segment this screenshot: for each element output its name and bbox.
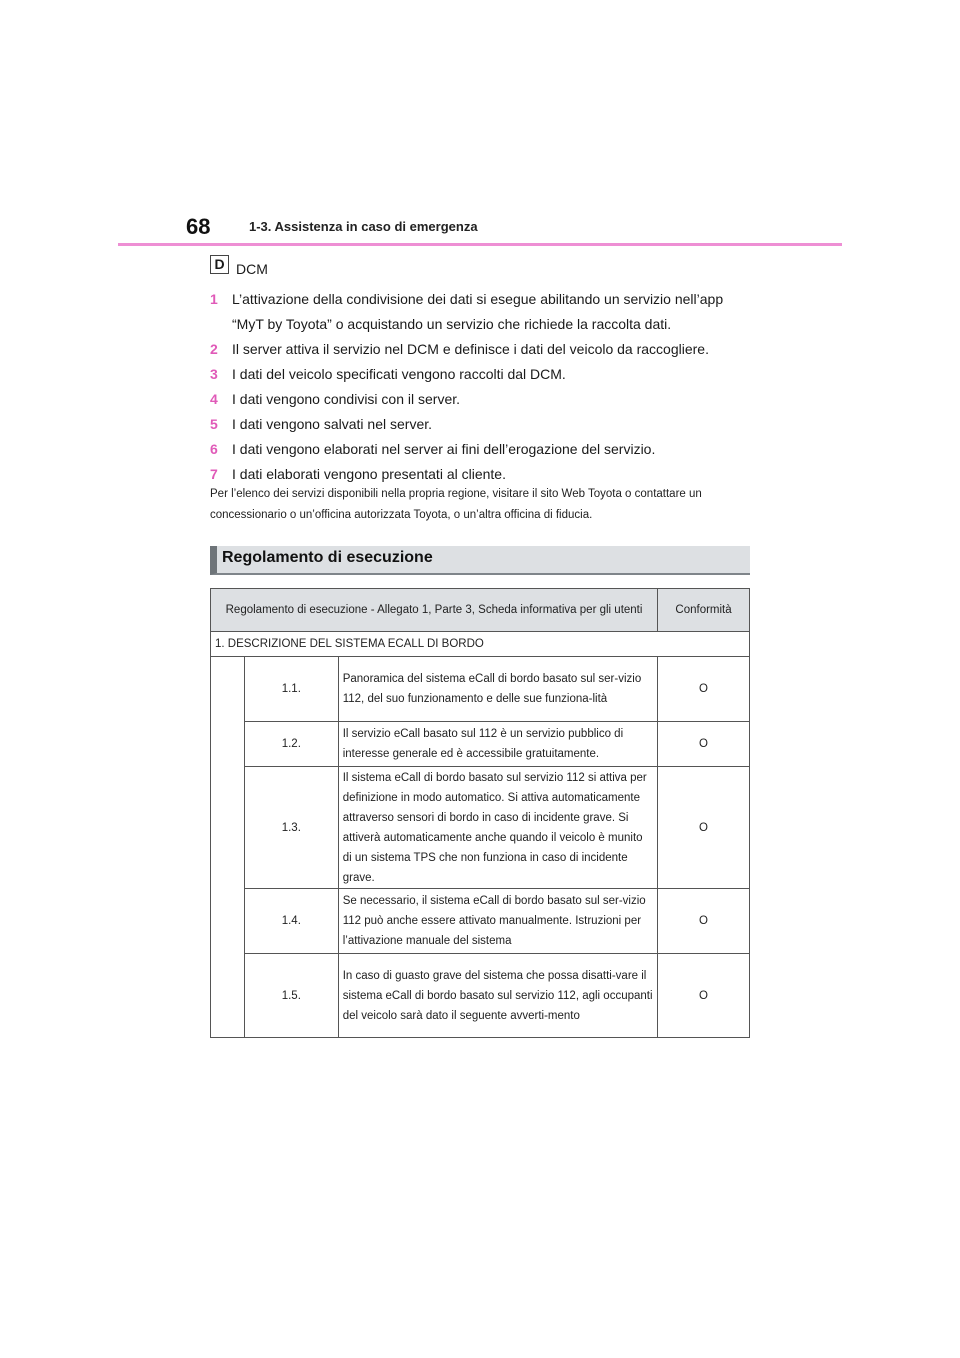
header-rule [118, 243, 842, 246]
table-row-number: 1.5. [244, 954, 338, 1038]
table-row-number: 1.4. [244, 889, 338, 954]
table-row [211, 954, 750, 1038]
table-row-description: In caso di guasto grave del sistema che possa disatti-vare il sistema eCall di bordo basato sul servizio 112, agli occupanti del veicolo sarà dato il seguente avverti-mento [338, 954, 657, 1038]
table-row-number: 1.2. [244, 722, 338, 767]
table-row-description: Panoramica del sistema eCall di bordo basato sul ser-vizio 112, del suo funzionamento e delle sue funziona-lità [338, 657, 657, 722]
steps-list [210, 287, 755, 487]
label-text: DCM [236, 261, 268, 277]
table-row [211, 889, 750, 954]
step-text: I dati vengono salvati nel server. [232, 416, 433, 432]
step-item [210, 362, 755, 387]
table-row-conformity: O [658, 889, 750, 954]
table-header-left: Regolamento di esecuzione - Allegato 1, Parte 3, Scheda informativa per gli utenti [211, 589, 658, 632]
step-number: 6 [210, 441, 218, 457]
step-text: I dati vengono condivisi con il server. [232, 391, 461, 407]
label-box: D [210, 255, 229, 274]
table-row-conformity: O [658, 767, 750, 889]
table-row [211, 657, 750, 722]
step-text: I dati del veicolo specificati vengono raccolti dal DCM. [232, 366, 566, 382]
table-row [211, 722, 750, 767]
page-number: 68 [186, 214, 211, 239]
table-header-right: Conformità [658, 589, 750, 632]
step-item [210, 387, 755, 412]
step-item [210, 412, 755, 437]
table-section-label: 1. DESCRIZIONE DEL SISTEMA ECALL DI BORDO [211, 632, 750, 657]
step-number: 7 [210, 466, 218, 482]
step-item [210, 437, 755, 462]
table-row-number: 1.3. [244, 767, 338, 889]
table-row-conformity: O [658, 657, 750, 722]
table-row-description: Se necessario, il sistema eCall di bordo basato sul ser-vizio 112 può anche essere attivato manualmente. Istruzioni per l’attivazione manuale del sistema [338, 889, 657, 954]
table-row-conformity: O [658, 954, 750, 1038]
table-row-conformity: O [658, 722, 750, 767]
step-text: L’attivazione della condivisione dei dati si esegue abilitando un servizio nell’app “MyT by Toyota” o acquistando un servizio che richiede la raccolta dati. [232, 291, 724, 332]
step-number: 3 [210, 366, 218, 382]
table-header-row [211, 589, 750, 632]
table-row-description: Il sistema eCall di bordo basato sul servizio 112 si attiva per definizione in modo automatico. Si attiva automaticamente attraverso sensori di bordo in caso di incidente grave. Si attiverà automaticamente anche quando il veicolo è munito di un sistema TPS che non funziona in caso di incidente grave. [338, 767, 657, 889]
step-number: 4 [210, 391, 218, 407]
step-item [210, 337, 755, 362]
step-text: I dati vengono elaborati nel server ai fini dell’erogazione del servizio. [232, 441, 656, 457]
table-indent-cell [211, 657, 245, 1038]
table-row [211, 767, 750, 889]
step-number: 5 [210, 416, 218, 432]
note-paragraph: Per l’elenco dei servizi disponibili nella propria regione, visitare il sito Web Toyota o contattare un concessionario o un’officina autorizzata Toyota, o un’altra officina di fiducia. [210, 488, 702, 521]
step-text: I dati elaborati vengono presentati al cliente. [232, 466, 506, 482]
step-item [210, 287, 755, 337]
step-text: Il server attiva il servizio nel DCM e definisce i dati del veicolo da raccogliere. [232, 341, 709, 357]
step-number: 2 [210, 341, 218, 357]
table-row-number: 1.1. [244, 657, 338, 722]
section-header: 1-3. Assistenza in caso di emergenza [249, 219, 478, 234]
step-number: 1 [210, 291, 218, 307]
section-title: Regolamento di esecuzione [222, 549, 433, 566]
table-section-row [211, 632, 750, 657]
regulation-table [210, 588, 750, 1038]
table-row-description: Il servizio eCall basato sul 112 è un servizio pubblico di interesse generale ed è accessibile gratuitamente. [338, 722, 657, 767]
